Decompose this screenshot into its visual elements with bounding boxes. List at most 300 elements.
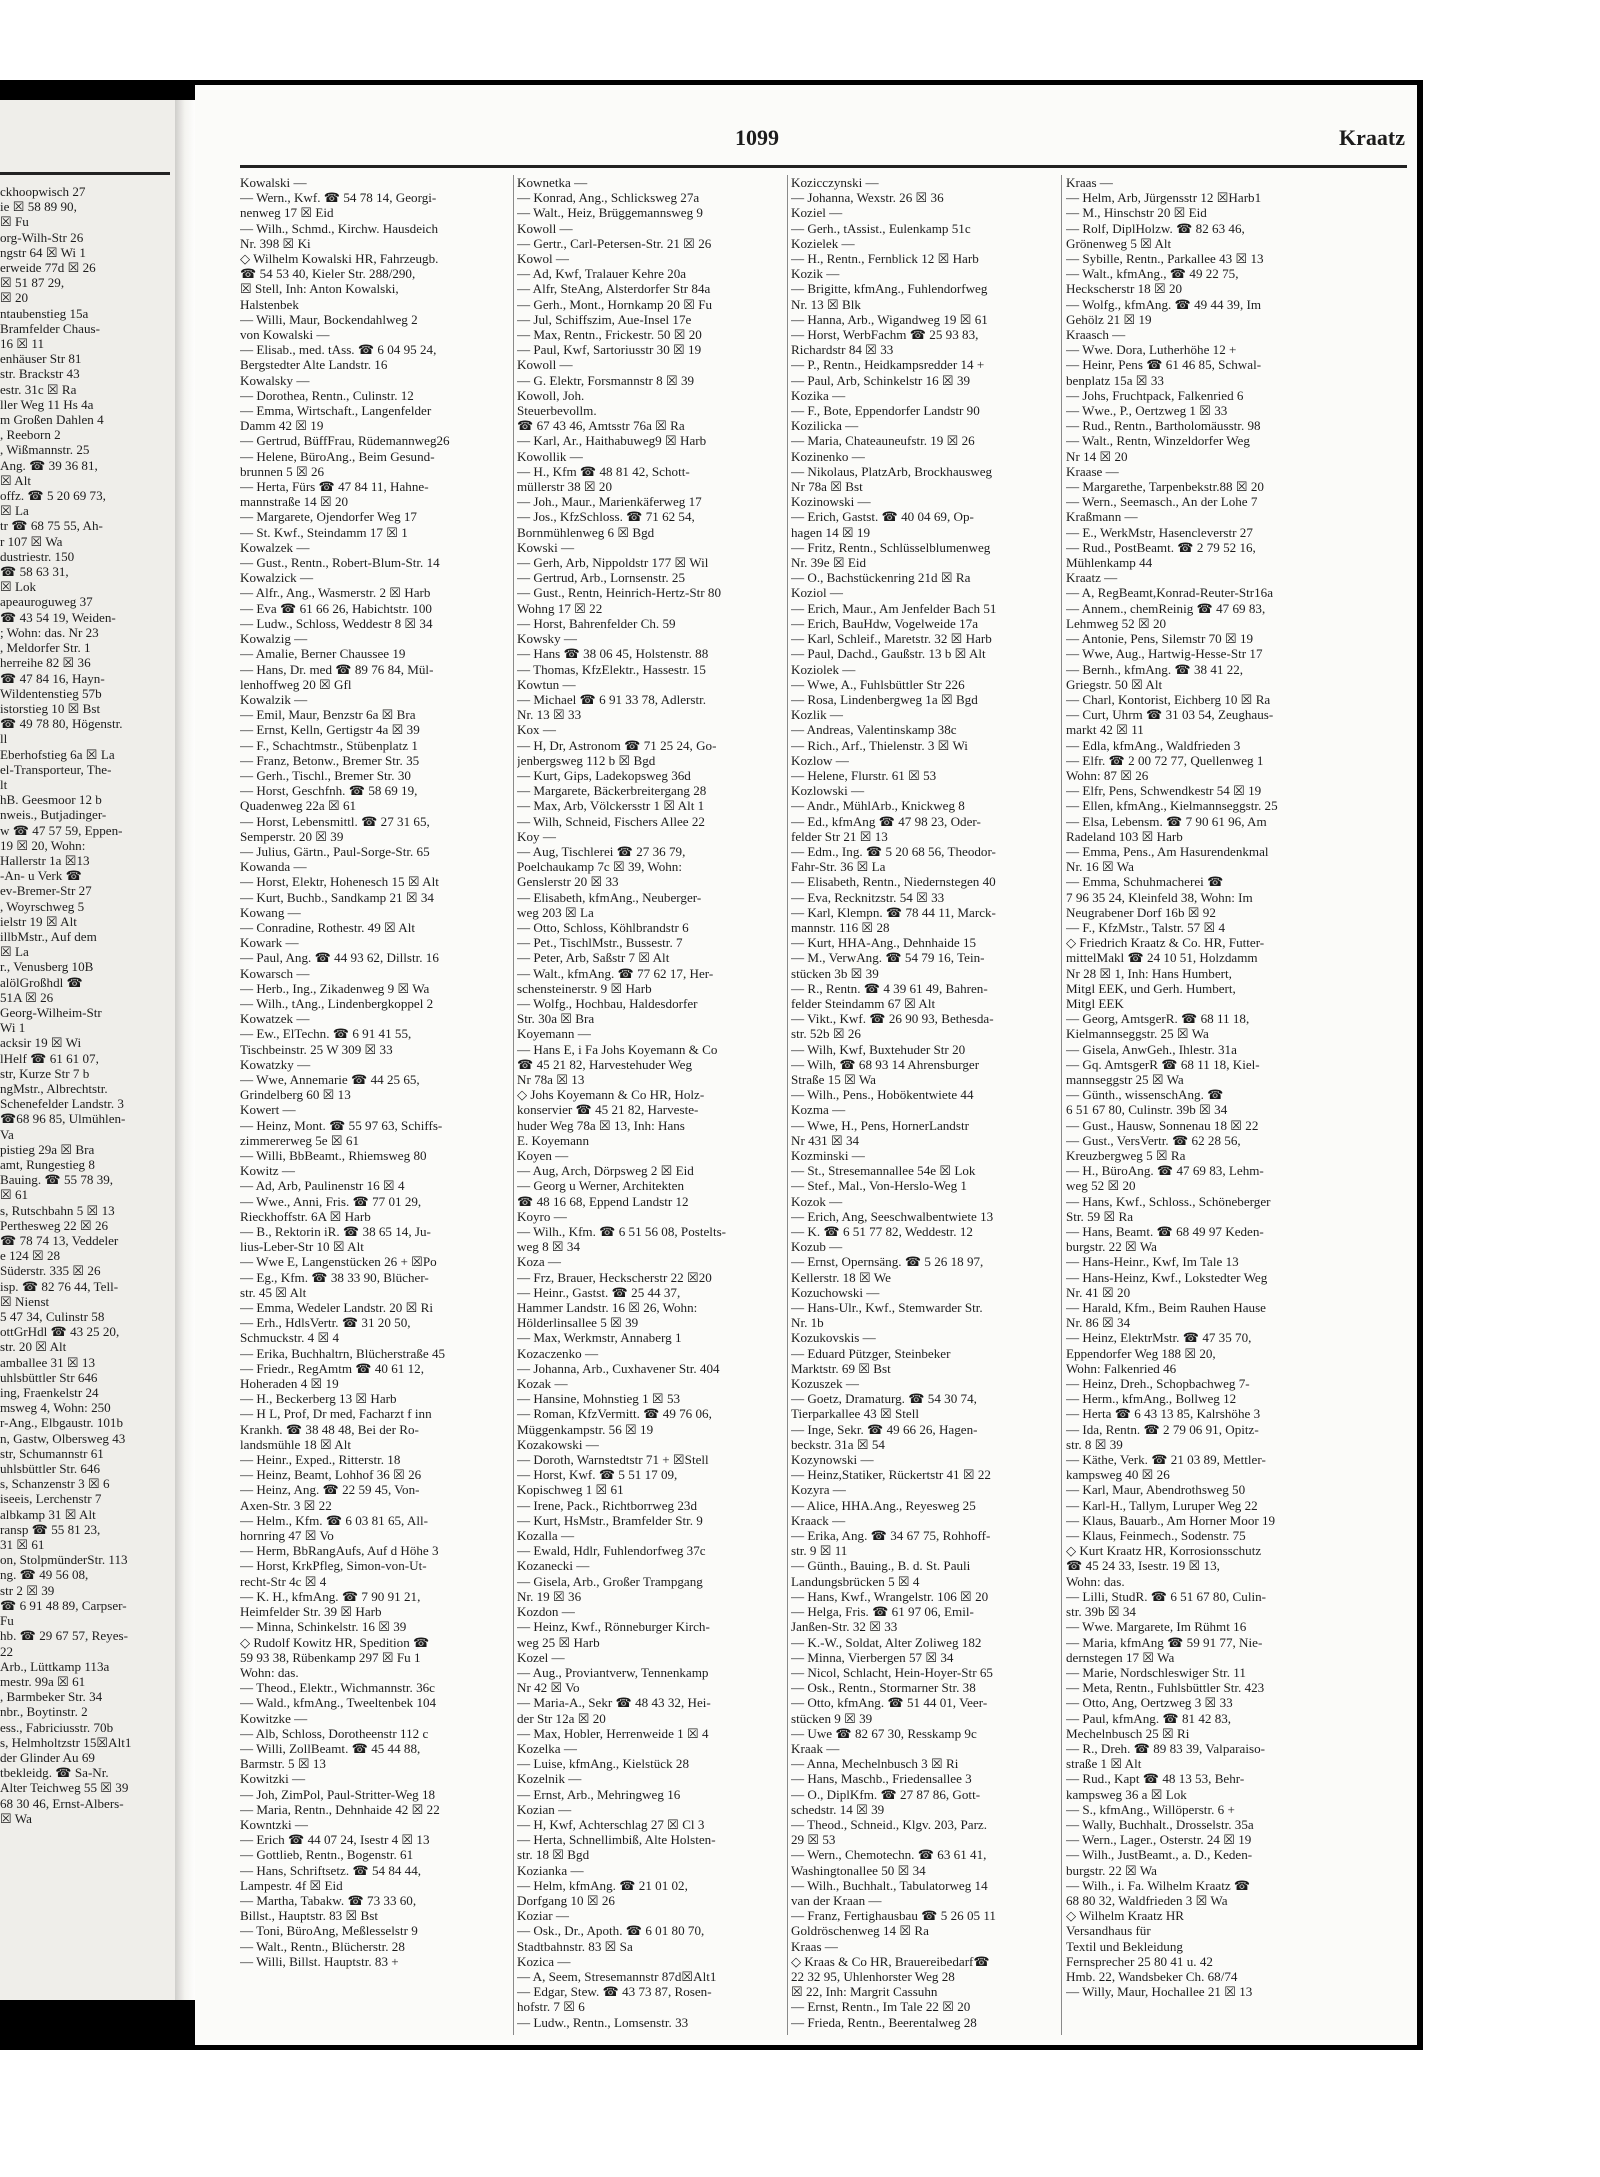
directory-entry-line: — Max, Rentn., Frickestr. 50 ☒ 20 [517, 327, 702, 343]
directory-entry-line: — Wern., Lager., Osterstr. 24 ☒ 19 [1066, 1832, 1252, 1848]
directory-entry-line: mannstraße 14 ☒ 20 [240, 494, 349, 510]
directory-entry-line: — Heinz, ElektrMstr. ☎ 47 35 70, [1066, 1330, 1252, 1346]
directory-entry-line: — Ernst, Arb., Mehringweg 16 [517, 1786, 681, 1802]
directory-entry-line: — Max, Arb, Völckersstr 1 ☒ Alt 1 [517, 798, 705, 814]
directory-entry-line: — Herm., kfmAng., Bollweg 12 [1066, 1391, 1237, 1407]
directory-entry-line: s, Schanzenstr 3 ☒ 6 [0, 1476, 110, 1492]
directory-entry-line: ing, Fraenkelstr 24 [0, 1385, 99, 1401]
directory-entry-line: hB. Geesmoor 12 b [0, 792, 102, 808]
directory-entry-line: 16 ☒ 11 [0, 336, 44, 352]
directory-entry-line: Mühlenkamp 44 [1066, 555, 1153, 571]
directory-entry-line: Kozminski — [791, 1148, 865, 1163]
directory-entry-line: str. Brackstr 43 [0, 366, 80, 382]
directory-entry-line: burgstr. 22 ☒ Wa [1066, 1239, 1157, 1255]
directory-entry-line: Nr. 19 ☒ 36 [517, 1588, 582, 1604]
directory-entry-line: Str. 30a ☒ Bra [517, 1011, 595, 1027]
directory-entry-line: ☎ 47 84 16, Hayn- [0, 670, 105, 686]
directory-entry-line: — Gerh, Arb, Nippoldstr 177 ☒ Wil [517, 555, 709, 571]
directory-entry-line: — Heinz, Mont. ☎ 55 97 63, Schiffs- [240, 1117, 443, 1133]
directory-entry-line: weg 203 ☒ La [517, 904, 594, 920]
directory-entry-line: — Kurt, Gips, Ladekopsweg 36d [517, 767, 691, 783]
directory-entry-line: — Kurt, HsMstr., Bramfelder Str. 9 [517, 1512, 703, 1528]
directory-entry-line: Hammer Landstr. 16 ☒ 26, Wohn: [517, 1300, 698, 1316]
directory-entry-line: dustriestr. 150 [0, 548, 75, 564]
directory-entry-line: — A, Seem, Stresemannstr 87d☒Alt1 [517, 1968, 717, 1984]
directory-entry-line: nweis., Butjadinger- [0, 807, 107, 823]
directory-entry-line: ◇ Rudolf Kowitz HR, Spedition ☎ [240, 1634, 430, 1650]
directory-entry-line: Kowarsch — [240, 965, 310, 981]
directory-entry-line: — Hans, Kwf., Wrangelstr. 106 ☒ 20 [791, 1588, 989, 1604]
directory-entry-line: — Joh, ZimPol, Paul-Stritter-Weg 18 [240, 1786, 436, 1802]
directory-entry-line: ☒ La [0, 944, 29, 960]
directory-entry-line: huder Weg 78a ☒ 13, Inh: Hans [517, 1117, 685, 1133]
directory-entry-line: stücken 9 ☒ 39 [791, 1710, 873, 1726]
directory-entry-line: — Hans-Ulr., Kwf., Stemwarder Str. [791, 1300, 983, 1316]
directory-entry-line: ess., Fabriciusstr. 70b [0, 1719, 114, 1735]
directory-entry-line: Bramfelder Chaus- [0, 320, 100, 336]
directory-entry-line: — Hans, Kwf., Schloss., Schöneberger [1066, 1193, 1271, 1209]
directory-entry-line: — Gottlieb, Rentn., Bogenstr. 61 [240, 1847, 414, 1863]
directory-entry-line: — Maria-A., Sekr ☎ 48 43 32, Hei- [517, 1695, 711, 1711]
directory-entry-line: — Eduard Pützger, Steinbeker [791, 1345, 951, 1361]
directory-entry-line: Eppendorfer Weg 188 ☒ 20, [1066, 1345, 1216, 1361]
directory-entry-line: Kowalski — [240, 175, 307, 190]
directory-entry-line: — H., Kfm ☎ 48 81 42, Schott- [517, 463, 690, 479]
directory-entry-line: Kozalla — [517, 1528, 575, 1544]
directory-entry-line: — Goetz, Dramaturg. ☎ 54 30 74, [791, 1391, 977, 1407]
directory-entry-line: Kozub — [791, 1239, 843, 1255]
directory-entry-line: ☎ 45 21 82, Harvestehuder Weg [517, 1056, 693, 1072]
directory-entry-line: 7 96 35 24, Kleinfeld 38, Wohn: Im [1066, 889, 1253, 905]
directory-entry-line: — Walt., Heiz, Brüggemannsweg 9 [517, 205, 703, 221]
directory-entry-line: — O., DiplKfm. ☎ 27 87 86, Gott- [791, 1786, 981, 1802]
directory-entry-line: — Eg., Kfm. ☎ 38 33 90, Blücher- [240, 1269, 429, 1285]
directory-entry-line: — K. H., kfmAng. ☎ 7 90 91 21, [240, 1588, 421, 1604]
directory-entry-line: Nr. 39e ☒ Eid [791, 555, 867, 571]
directory-entry-line: — Paul, Ang. ☎ 44 93 62, Dillstr. 16 [240, 950, 439, 966]
directory-entry-line: mestr. 99a ☒ 61 [0, 1673, 86, 1689]
directory-entry-line: Kowatzek — [240, 1011, 310, 1027]
directory-entry-line: — Wwe, Annemarie ☎ 44 25 65, [240, 1071, 420, 1087]
directory-entry-line: — Paul, kfmAng. ☎ 81 42 83, [1066, 1710, 1232, 1726]
directory-entry-line: ☎ 6 91 48 89, Carpser- [0, 1597, 127, 1613]
directory-entry-line: hornring 47 ☒ Vo [240, 1528, 334, 1544]
directory-entry-line: — St. Kwf., Steindamm 17 ☒ 1 [240, 524, 408, 540]
directory-entry-line: Rieckhoffstr. 6A ☒ Harb [240, 1208, 371, 1224]
directory-entry-line: Halstenbek [240, 296, 299, 312]
directory-entry-line: Griegstr. 50 ☒ Alt [1066, 676, 1163, 692]
directory-entry-line: Kowark — [240, 935, 299, 951]
directory-entry-line: Koziar — [517, 1908, 569, 1924]
directory-entry-line: Goldröschenweg 14 ☒ Ra [791, 1923, 929, 1939]
directory-entry-line: Versandhaus für [1066, 1923, 1151, 1939]
directory-entry-line: — Edgar, Stew. ☎ 43 73 87, Rosen- [517, 1984, 712, 2000]
directory-entry-line: ◇ Kurt Kraatz HR, Korrosionsschutz [1066, 1543, 1262, 1559]
directory-entry-line: Kraßmann — [1066, 509, 1138, 525]
directory-entry-line: Kozelka — [517, 1740, 577, 1756]
directory-entry-line: — Erika, Ang. ☎ 34 67 75, Rohhoff- [791, 1528, 991, 1544]
directory-entry-line: str 2 ☒ 39 [0, 1582, 55, 1598]
directory-entry-line: Bergstedter Alte Landstr. 16 [240, 357, 388, 373]
directory-entry-line: Grindelberg 60 ☒ 13 [240, 1087, 351, 1103]
directory-entry-line: — Ernst, Opernsäng. ☎ 5 26 18 97, [791, 1254, 984, 1270]
directory-entry-line: amt, Rungestieg 8 [0, 1157, 95, 1172]
directory-entry-line: — M., VerwAng. ☎ 54 79 16, Tein- [791, 950, 985, 966]
directory-entry-line: — Hans, Dr. med ☎ 89 76 84, Mül- [240, 661, 434, 677]
directory-entry-line: lenhoffweg 20 ☒ Gfl [240, 676, 352, 692]
directory-entry-line: — Johanna, Arb., Cuxhavener Str. 404 [517, 1360, 720, 1376]
directory-entry-line: Kozaczenko — [517, 1345, 599, 1361]
directory-entry-line: — Karl, Schleif., Maretstr. 32 ☒ Harb [791, 631, 992, 647]
directory-entry-line: hagen 14 ☒ 19 [791, 524, 871, 540]
directory-entry-line: — Johanna, Wexstr. 26 ☒ 36 [791, 190, 944, 206]
directory-entry-line: — Wilh, Schneid, Fischers Allee 22 [517, 813, 705, 829]
directory-entry-line: Kowitz — [240, 1163, 295, 1179]
directory-entry-line: — Frz, Brauer, Heckscherstr 22 ☒20 [517, 1269, 712, 1285]
directory-entry-line: — Wolfg., kfmAng. ☎ 49 44 39, Im [1066, 296, 1262, 312]
directory-entry-line: istorstieg 10 ☒ Bst [0, 700, 101, 716]
directory-entry-line: — H., Beckerberg 13 ☒ Harb [240, 1391, 397, 1407]
directory-entry-line: — Walt., Rentn., Blücherstr. 28 [240, 1938, 405, 1954]
directory-entry-line: — Ida, Rentn. ☎ 2 79 06 91, Opitz- [1066, 1421, 1259, 1437]
directory-entry-line: ☎ 43 54 19, Weiden- [0, 609, 116, 625]
directory-entry-line: — Horst, Geschfnh. ☎ 58 69 19, [240, 783, 418, 799]
directory-entry-line: r 107 ☒ Wa [0, 533, 63, 549]
directory-entry-line: — K. ☎ 6 51 77 82, Weddestr. 12 [791, 1224, 973, 1240]
directory-entry-line: Wohng 17 ☒ 22 [517, 600, 603, 616]
directory-entry-line: — Gertr., Carl-Petersen-Str. 21 ☒ 26 [517, 235, 712, 251]
directory-entry-line: ☒ Alt [0, 472, 32, 488]
directory-entry-line: — Heinz, Kwf., Rönneburger Kirch- [517, 1619, 710, 1635]
directory-entry-line: dernstegen 17 ☒ Wa [1066, 1649, 1175, 1665]
directory-entry-line: — Irene, Pack., Richtborrweg 23d [517, 1497, 697, 1513]
directory-entry-line: — Erich ☎ 44 07 24, Isestr 4 ☒ 13 [240, 1832, 430, 1848]
directory-entry-line: -An- u Verk ☎ [0, 868, 82, 884]
directory-entry-line: — Willi, Maur, Bockendahlweg 2 [240, 311, 418, 327]
directory-entry-line: Koza — [517, 1254, 561, 1270]
directory-entry-line: Nr. 398 ☒ Ki [240, 235, 311, 251]
directory-entry-line: Kowalzik — [240, 691, 308, 707]
directory-entry-line: — Ellen, kfmAng., Kielmannseggstr. 25 [1066, 798, 1278, 814]
directory-entry-line: Wi 1 [0, 1020, 26, 1036]
directory-column-2 [517, 175, 785, 2030]
directory-entry-line: ☒ Fu [0, 214, 29, 230]
directory-entry-line: r-Ang., Elbgaustr. 101b [0, 1415, 124, 1431]
directory-entry-line: — Gust., VersVertr. ☎ 62 28 56, [1066, 1132, 1241, 1148]
directory-entry-line: 31 ☒ 61 [0, 1537, 45, 1553]
directory-entry-line: — Marie, Nordschleswiger Str. 11 [1066, 1664, 1246, 1680]
directory-entry-line: — Horst, Kwf. ☎ 5 51 17 09, [517, 1467, 678, 1483]
directory-entry-line: — Wwe. Margarete, Im Rühmt 16 [1066, 1619, 1247, 1635]
directory-entry-line: — Elfr. ☎ 2 00 72 77, Quellenweg 1 [1066, 752, 1264, 768]
directory-entry-line: — Emil, Maur, Benzstr 6a ☒ Bra [240, 707, 416, 723]
directory-entry-line: ◇ Wilhelm Kraatz HR [1066, 1908, 1185, 1924]
directory-entry-line: — Heinr., Exped., Ritterstr. 18 [240, 1452, 401, 1468]
directory-entry-line: Kozel — [517, 1649, 565, 1665]
directory-entry-line: str. 8 ☒ 39 [1066, 1436, 1123, 1452]
directory-entry-line: — Maria, kfmAng ☎ 59 91 77, Nie- [1066, 1634, 1263, 1650]
directory-entry-line: Kowalsky — [240, 372, 310, 388]
directory-entry-line: — Karl, Maur, Abendrothsweg 50 [1066, 1482, 1246, 1498]
directory-entry-line: — H L, Prof, Dr med, Facharzt f inn [240, 1406, 432, 1422]
directory-entry-line: — Horst, WerbFachm ☎ 25 93 83, [791, 327, 979, 343]
directory-entry-line: org-Wilh-Str 26 [0, 229, 84, 245]
directory-entry-line: — Joh., Maur., Marienkäferweg 17 [517, 494, 702, 510]
directory-entry-line: Kraak — [791, 1740, 840, 1756]
directory-entry-line: beckstr. 31a ☒ 54 [791, 1436, 885, 1452]
directory-entry-line: — Annem., chemReinig ☎ 47 69 83, [1066, 600, 1266, 616]
directory-entry-line: iseeis, Lerchenstr 7 [0, 1491, 102, 1507]
directory-entry-line: — Herta, Fürs ☎ 47 84 11, Hahne- [240, 479, 429, 495]
directory-entry-line: — Ernst, Kelln, Gertigstr 4a ☒ 39 [240, 722, 420, 738]
directory-entry-line: Kozlik — [791, 707, 844, 723]
directory-entry-line: — Gerh., Mont., Hornkamp 20 ☒ Fu [517, 296, 713, 312]
directory-entry-line: ransp ☎ 55 81 23, [0, 1521, 101, 1537]
directory-entry-line: — A, RegBeamt,Konrad-Reuter-Str16a [1066, 585, 1274, 601]
directory-entry-line: — Gerh., Tischl., Bremer Str. 30 [240, 767, 411, 783]
directory-entry-line: estr. 31c ☒ Ra [0, 381, 77, 397]
directory-entry-line: — B., Rektorin iR. ☎ 38 65 14, Ju- [240, 1224, 431, 1240]
directory-entry-line: Koyro — [517, 1208, 567, 1224]
directory-entry-line: Mitgl EEK [1066, 995, 1124, 1011]
directory-entry-line: — Thomas, KfzElektr., Hassestr. 15 [517, 661, 706, 677]
directory-entry-line: Wohn: 87 ☒ 26 [1066, 767, 1149, 783]
directory-entry-line: — Heinz, Ang. ☎ 22 59 45, Von- [240, 1482, 420, 1498]
directory-entry-line: Nr. 86 ☒ 34 [1066, 1315, 1131, 1331]
column-divider [787, 175, 788, 2035]
directory-entry-line: schedstr. 14 ☒ 39 [791, 1801, 885, 1817]
directory-entry-line: — Osk., Rentn., Stormarner Str. 38 [791, 1680, 976, 1696]
directory-entry-line: Kozielek — [791, 235, 855, 251]
directory-entry-line: — Erich, Ang, Seeschwalbentwiete 13 [791, 1208, 994, 1224]
directory-entry-line: ☎ 45 24 33, Isestr. 19 ☒ 13, [1066, 1558, 1220, 1574]
directory-entry-line: — Helm, Arb, Jürgensstr 12 ☒Harb1 [1066, 190, 1262, 206]
directory-entry-line: Kownetka — [517, 175, 588, 190]
directory-entry-line: — Friedr., RegAmtm ☎ 40 61 12, [240, 1360, 424, 1376]
directory-entry-line: — Minna, Schinkelstr. 16 ☒ 39 [240, 1619, 407, 1635]
directory-entry-line: Mechelnbusch 25 ☒ Ri [1066, 1725, 1190, 1741]
directory-entry-line: Krankh. ☎ 38 48 48, Bei der Ro- [240, 1421, 419, 1437]
directory-entry-line: — Heinr., Gastst. ☎ 25 44 37, [517, 1284, 681, 1300]
directory-entry-line: — R., Dreh. ☎ 89 83 39, Valparaiso- [1066, 1740, 1265, 1756]
directory-entry-line: — M., Hinschstr 20 ☒ Eid [1066, 205, 1207, 221]
directory-entry-line: — Bernh., kfmAng. ☎ 38 41 22, [1066, 661, 1244, 677]
directory-entry-line: kampsweg 40 ☒ 26 [1066, 1467, 1170, 1483]
directory-entry-line: , Wißmannstr. 25 [0, 442, 90, 458]
directory-entry-line: — Walt., Rentn, Winzeldorfer Weg [1066, 433, 1250, 449]
directory-entry-line: Wohn: das. [1066, 1573, 1125, 1589]
directory-entry-line: — Nikolaus, PlatzArb, Brockhausweg [791, 463, 993, 479]
directory-entry-line: lius-Leber-Str 10 ☒ Alt [240, 1239, 364, 1255]
directory-entry-line: — Ernst, Rentn., Im Tale 22 ☒ 20 [791, 1999, 971, 2015]
directory-entry-line: — Franz, Betonw., Bremer Str. 35 [240, 752, 420, 768]
directory-entry-line: E. Koyemann [517, 1132, 589, 1148]
directory-entry-line: — Wilh., i. Fa. Wilhelm Kraatz ☎ [1066, 1877, 1251, 1893]
directory-entry-line: Kozak — [517, 1376, 568, 1392]
directory-entry-line: — Ludw., Schloss, Weddestr 8 ☒ 34 [240, 615, 433, 631]
directory-entry-line: ev-Bremer-Str 27 [0, 883, 92, 899]
directory-entry-line: — Otto, kfmAng. ☎ 51 44 01, Veer- [791, 1695, 988, 1711]
directory-entry-line: Perthesweg 22 ☒ 26 [0, 1217, 109, 1233]
directory-entry-line: felder Str 21 ☒ 13 [791, 828, 888, 844]
directory-entry-line: Koziolek — [791, 661, 856, 677]
directory-entry-line: ottGrHdl ☎ 43 25 20, [0, 1324, 120, 1340]
directory-entry-line: , Woyrschweg 5 [0, 898, 85, 914]
directory-entry-line: — Aug, Tischlerei ☎ 27 36 79, [517, 843, 686, 859]
directory-entry-line: — Gq. AmtsgerR ☎ 68 11 18, Kiel- [1066, 1056, 1260, 1072]
directory-entry-line: — F., Schachtmstr., Stübenplatz 1 [240, 737, 418, 753]
directory-entry-line: ntaubenstieg 15a [0, 305, 89, 321]
directory-entry-line: — Otto, Schloss, Köhlbrandstr 6 [517, 919, 689, 935]
directory-entry-line: — Wilh., JustBeamt., a. D., Keden- [1066, 1847, 1253, 1863]
directory-entry-line: — Eva ☎ 61 66 26, Habichtstr. 100 [240, 600, 432, 616]
directory-entry-line: — Alfr, SteAng, Alsterdorfer Str 84a [517, 281, 711, 297]
directory-entry-line: — Erich, BauHdw, Vogelweide 17a [791, 615, 979, 631]
directory-entry-line: tbekleidg. ☎ Sa-Nr. [0, 1765, 109, 1781]
directory-entry-line: s, Rutschbahn 5 ☒ 13 [0, 1202, 115, 1218]
directory-entry-line: — Erich, Maur., Am Jenfelder Bach 51 [791, 600, 997, 616]
directory-entry-line: Stadtbahnstr. 83 ☒ Sa [517, 1938, 633, 1954]
directory-entry-line: Quadenweg 22a ☒ 61 [240, 798, 357, 814]
directory-entry-line: Kellerstr. 18 ☒ We [791, 1269, 891, 1285]
page-header [195, 125, 1417, 165]
directory-entry-line: — Andreas, Valentinskamp 38c [791, 722, 957, 738]
directory-entry-line: — Emma, Wirtschaft., Langenfelder [240, 403, 432, 419]
directory-entry-line: hofstr. 7 ☒ 6 [517, 1999, 585, 2015]
directory-entry-line: — Harald, Kfm., Beim Rauhen Hause [1066, 1300, 1266, 1316]
directory-entry-line: Landungsbrücken 5 ☒ 4 [791, 1573, 920, 1589]
directory-entry-line: — Wally, Buchhalt., Drosselstr. 35a [1066, 1816, 1254, 1832]
directory-entry-line: — Wern., Chemotechn. ☎ 63 61 41, [791, 1847, 987, 1863]
book-gutter [175, 100, 197, 2000]
directory-entry-line: Lehmweg 52 ☒ 20 [1066, 615, 1167, 631]
directory-entry-line: Georg-Wilheim-Str [0, 1004, 102, 1020]
directory-entry-line: — Jos., KfzSchloss. ☎ 71 62 54, [517, 509, 695, 525]
directory-entry-line: — Hans, Beamt. ☎ 68 49 97 Keden- [1066, 1224, 1264, 1240]
directory-entry-line: Mitgl EEK, und Gerh. Humbert, [1066, 980, 1236, 996]
directory-entry-line: Kowitzki — [240, 1771, 306, 1787]
directory-entry-line: — Gust., Rentn, Heinrich-Hertz-Str 80 [517, 585, 722, 601]
directory-entry-line: ☒ 20 [0, 290, 29, 306]
directory-entry-line: Süderstr. 335 ☒ 26 [0, 1263, 101, 1279]
directory-entry-line: Koziel — [791, 205, 843, 221]
directory-entry-line: — Wwe, H., Pens, HornerLandstr [791, 1117, 969, 1133]
directory-entry-line: — Minna, Vierbergen 57 ☒ 34 [791, 1649, 954, 1665]
directory-entry-line: Nr 78a ☒ Bst [791, 479, 863, 495]
directory-entry-line: Kowoll — [517, 357, 573, 373]
directory-entry-line: Kozian — [517, 1801, 572, 1817]
directory-entry-line: der Str 12a ☒ 20 [517, 1710, 606, 1726]
directory-entry-line: Eberhofstieg 6a ☒ La [0, 746, 115, 762]
directory-entry-line: — Ad, Arb, Paulinenstr 16 ☒ 4 [240, 1178, 405, 1194]
directory-entry-line: — Brigitte, kfmAng., Fuhlendorfweg [791, 281, 988, 297]
directory-entry-line: burgstr. 22 ☒ Wa [1066, 1862, 1157, 1878]
directory-entry-line: Kozica — [517, 1953, 571, 1969]
directory-entry-line: apeauroguweg 37 [0, 594, 93, 610]
directory-entry-line: 22 32 95, Uhlenhorster Weg 28 [791, 1968, 955, 1984]
directory-entry-line: on, StolpmünderStr. 113 [0, 1552, 128, 1568]
directory-entry-line: — H., Rentn., Fernblick 12 ☒ Harb [791, 251, 979, 267]
directory-entry-line: acksir 19 ☒ Wi [0, 1035, 82, 1051]
directory-entry-line: Heimfelder Str. 39 ☒ Harb [240, 1604, 382, 1620]
directory-entry-line: der Glinder Au 69 [0, 1749, 95, 1765]
directory-entry-line: — Alice, HHA.Ang., Reyesweg 25 [791, 1497, 976, 1513]
directory-entry-line: Hoheraden 4 ☒ 19 [240, 1376, 339, 1392]
directory-entry-line: Kozelnik — [517, 1771, 582, 1787]
directory-entry-line: ☎ 58 63 31, [0, 564, 69, 580]
directory-entry-line: — H, Dr, Astronom ☎ 71 25 24, Go- [517, 737, 717, 753]
directory-entry-line: — Alb, Schloss, Dorotheenstr 112 c [240, 1725, 429, 1741]
directory-entry-line: nenweg 17 ☒ Eid [240, 205, 334, 221]
column-divider [513, 175, 514, 2035]
directory-entry-line: ☎ 54 53 40, Kieler Str. 288/290, [240, 266, 416, 282]
directory-entry-line: Kozianka — [517, 1862, 584, 1878]
directory-entry-line: — Luise, kfmAng., Kielstück 28 [517, 1756, 690, 1772]
directory-entry-line: Kreuzbergweg 5 ☒ Ra [1066, 1148, 1186, 1163]
directory-entry-line: , Reeborn 2 [0, 427, 61, 443]
directory-entry-line: Wohn: Falkenried 46 [1066, 1360, 1177, 1376]
directory-entry-line: — Jul, Schiffszim, Aue-Insel 17e [517, 311, 692, 327]
directory-entry-line: — Herta, Schnellimbiß, Alte Holsten- [517, 1832, 716, 1848]
running-head: Kraatz [1339, 125, 1405, 150]
directory-entry-line: Kozinenko — [791, 448, 865, 464]
directory-entry-line: — Stef., Mal., Von-Herslo-Weg 1 [791, 1178, 967, 1194]
directory-entry-line: — Horst, Lebensmittl. ☎ 27 31 65, [240, 813, 430, 829]
directory-entry-line: 19 ☒ 20, Wohn: [0, 837, 86, 853]
directory-entry-line: mannseggstr 25 ☒ Wa [1066, 1071, 1184, 1087]
directory-entry-line: str. 45 ☒ Alt [240, 1284, 307, 1300]
directory-entry-line: — O., Bachstückenring 21d ☒ Ra [791, 570, 971, 586]
directory-entry-line: Koyemann — [517, 1026, 591, 1042]
directory-entry-line: — Wilh, ☎ 68 93 14 Ahrensburger [791, 1056, 980, 1072]
directory-entry-line: weg 8 ☒ 34 [517, 1239, 581, 1255]
directory-entry-line: — Rud., Kapt ☎ 48 13 53, Behr- [1066, 1771, 1245, 1787]
directory-entry-line: schensteinerstr. 9 ☒ Harb [517, 980, 652, 996]
directory-entry-line: el-Transporteur, The- [0, 761, 112, 777]
directory-entry-line: — Hans, Maschb., Friedensallee 3 [791, 1771, 972, 1787]
directory-entry-line: , Barmbeker Str. 34 [0, 1689, 103, 1705]
directory-entry-line: — Herm, BbRangAufs, Auf d Höhe 3 [240, 1543, 439, 1559]
directory-entry-line: ng. ☎ 49 56 08, [0, 1567, 89, 1583]
directory-entry-line: — Franz, Fertighausbau ☎ 5 26 05 11 [791, 1908, 996, 1924]
directory-entry-line: uhlsbüttler Str. 646 [0, 1461, 101, 1477]
directory-entry-line: — Hans ☎ 38 06 45, Holstenstr. 88 [517, 646, 709, 662]
directory-entry-line: lt [0, 776, 8, 792]
directory-entry-line: ngMstr., Albrechtstr. [0, 1080, 108, 1096]
directory-entry-line: zimmererweg 5e ☒ 61 [240, 1132, 359, 1148]
directory-entry-line: ☒ Nienst [0, 1293, 50, 1309]
directory-entry-line: Kowalzig — [240, 631, 308, 647]
directory-entry-line: Ang. ☎ 39 36 81, [0, 457, 98, 473]
directory-entry-line: str. 39b ☒ 34 [1066, 1604, 1136, 1620]
directory-entry-line: Wohn: das. [240, 1664, 299, 1680]
directory-entry-line: pistieg 29a ☒ Bra [0, 1141, 95, 1157]
directory-entry-line: Richardstr 84 ☒ 33 [791, 342, 894, 358]
directory-entry-line: ◇ Johs Koyemann & Co HR, Holz- [517, 1087, 705, 1103]
directory-entry-line: — Ew., ElTechn. ☎ 6 91 41 55, [240, 1026, 412, 1042]
directory-entry-line: — Gisela, Arb., Großer Trampgang [517, 1573, 703, 1589]
directory-entry-line: Textil und Bekleidung [1066, 1938, 1183, 1954]
page-number: 1099 [735, 125, 779, 150]
directory-entry-line: herreihe 82 ☒ 36 [0, 655, 91, 671]
directory-entry-line: Genslerstr 20 ☒ 33 [517, 874, 619, 890]
directory-entry-line: — Curt, Uhrm ☎ 31 03 54, Zeughaus- [1066, 707, 1274, 723]
directory-entry-line: — Elisabeth, kfmAng., Neuberger- [517, 889, 702, 905]
directory-entry-line: Kraack — [791, 1512, 846, 1528]
directory-entry-line: hb. ☎ 29 67 57, Reyes- [0, 1628, 128, 1644]
directory-entry-line: n, Gastw, Olbersweg 43 [0, 1430, 126, 1446]
directory-entry-line: erweide 77d ☒ 26 [0, 260, 96, 276]
